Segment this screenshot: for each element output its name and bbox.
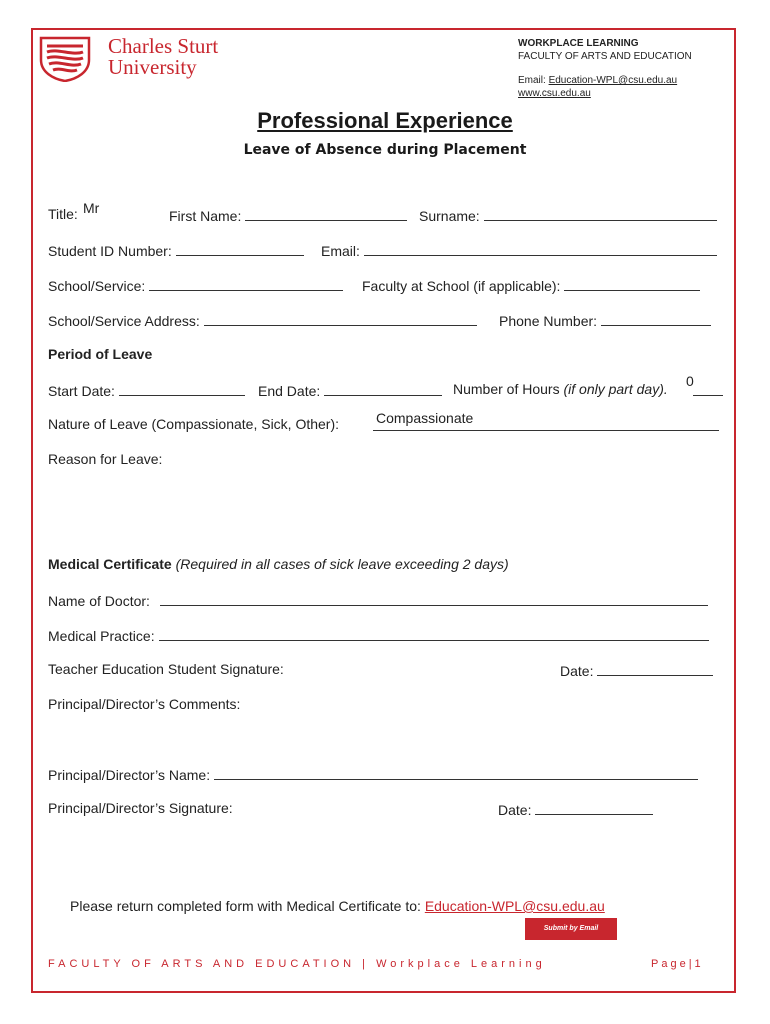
- email-field-label: Email:: [321, 241, 717, 259]
- nature-field[interactable]: Compassionate: [376, 410, 474, 426]
- medical-heading: Medical Certificate (Required in all cases of sick leave exceeding 2 days): [48, 556, 509, 572]
- surname-label: Surname:: [419, 206, 717, 224]
- start-date-label: Start Date:: [48, 381, 245, 399]
- unit-title: WORKPLACE LEARNING: [518, 38, 639, 49]
- hours-underline: [693, 395, 723, 396]
- page-number: Page|1: [651, 958, 704, 970]
- address-label: School/Service Address:: [48, 311, 477, 329]
- faculty-field[interactable]: [564, 276, 700, 291]
- address-field[interactable]: [204, 311, 477, 326]
- title-label: Title:: [48, 206, 78, 222]
- comments-label: Principal/Director’s Comments:: [48, 696, 241, 712]
- reason-label: Reason for Leave:: [48, 451, 163, 467]
- school-label: School/Service:: [48, 276, 343, 294]
- header-info: [518, 37, 692, 100]
- email-field[interactable]: [364, 241, 717, 256]
- email-label: Email:: [518, 75, 549, 86]
- end-date-label: End Date:: [258, 381, 442, 399]
- hours-label: Number of Hours (if only part day).: [453, 381, 668, 397]
- school-field[interactable]: [149, 276, 343, 291]
- csu-logo-icon: [37, 34, 93, 82]
- principal-name-label: Principal/Director’s Name:: [48, 765, 698, 783]
- phone-label: Phone Number:: [499, 311, 711, 329]
- end-date-field[interactable]: [324, 381, 442, 396]
- student-id-label: Student ID Number:: [48, 241, 304, 259]
- return-instruction: Please return completed form with Medical Certificate to: Education-WPL@csu.edu.au: [70, 898, 605, 914]
- hours-field[interactable]: 0: [686, 373, 694, 389]
- first-name-field[interactable]: [245, 206, 407, 221]
- doctor-label: Name of Doctor:: [48, 591, 708, 609]
- student-date-label: Date:: [560, 661, 713, 679]
- faculty-label: Faculty at School (if applicable):: [362, 276, 700, 294]
- return-email-link[interactable]: Education-WPL@csu.edu.au: [424, 898, 605, 914]
- principal-name-field[interactable]: [214, 765, 698, 780]
- form-title: Professional Experience: [257, 108, 513, 133]
- website-link[interactable]: www.csu.edu.au: [518, 88, 591, 99]
- practice-label: Medical Practice:: [48, 626, 709, 644]
- form-subtitle: Leave of Absence during Placement: [243, 142, 527, 158]
- period-heading: Period of Leave: [48, 346, 153, 362]
- student-id-field[interactable]: [176, 241, 304, 256]
- footer-left: FACULTY OF ARTS AND EDUCATION | Workplace Learning: [48, 958, 546, 970]
- first-name-label: First Name:: [169, 206, 407, 224]
- student-signature-label: Teacher Education Student Signature:: [48, 661, 284, 677]
- nature-label: Nature of Leave (Compassionate, Sick, Other):: [48, 416, 340, 432]
- header-email-link[interactable]: Education-WPL@csu.edu.au: [548, 75, 678, 86]
- title-field[interactable]: Mr: [83, 200, 100, 216]
- submit-by-email-button[interactable]: Submit by Email: [525, 918, 617, 940]
- faculty-name: FACULTY OF ARTS AND EDUCATION: [518, 51, 692, 62]
- principal-date-label: Date:: [498, 800, 653, 818]
- page-border: [31, 28, 736, 993]
- doctor-field[interactable]: [160, 591, 708, 606]
- practice-field[interactable]: [159, 626, 709, 641]
- phone-field[interactable]: [601, 311, 711, 326]
- principal-date-field[interactable]: [535, 800, 653, 815]
- start-date-field[interactable]: [119, 381, 245, 396]
- principal-signature-label: Principal/Director’s Signature:: [48, 800, 233, 816]
- surname-field[interactable]: [484, 206, 717, 221]
- nature-underline: [373, 430, 719, 431]
- university-name: Charles Sturt University: [108, 34, 219, 79]
- student-date-field[interactable]: [597, 661, 713, 676]
